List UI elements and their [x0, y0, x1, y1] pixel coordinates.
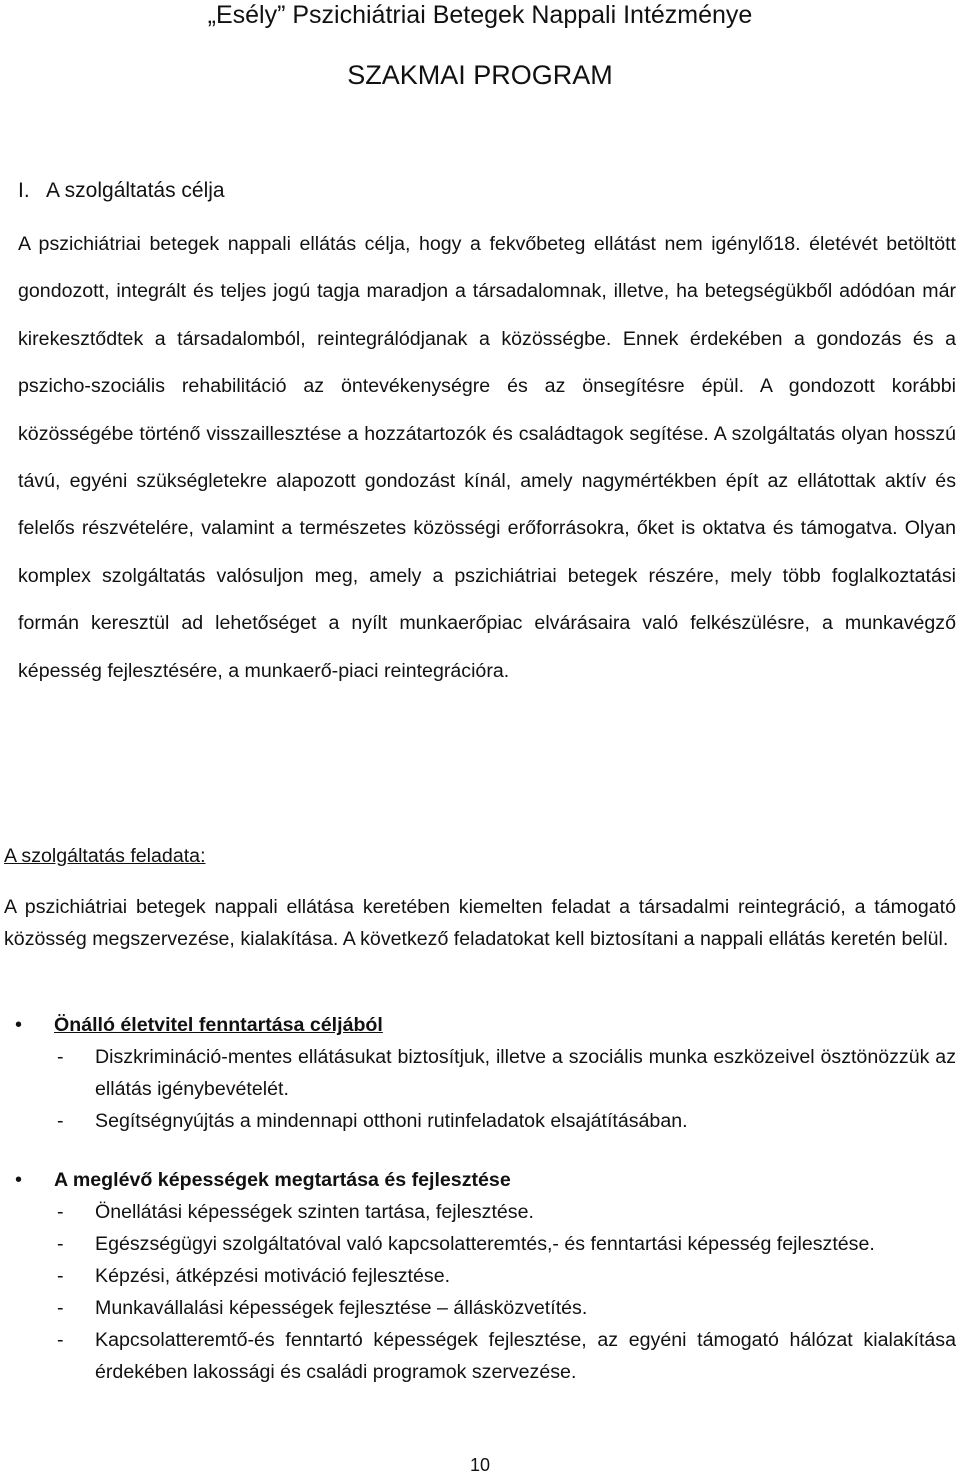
bullet-marker: • — [15, 1014, 23, 1036]
section-1-number: I. — [18, 179, 30, 202]
section-2-heading: A szolgáltatás feladata: — [4, 845, 206, 867]
sub-list-item — [0, 1228, 960, 1260]
bullet-marker: • — [15, 1169, 23, 1191]
section-1-paragraph: A pszichiátriai betegek nappali ellátás célja, hogy a fekvőbeteg ellátást nem igénylő18. életévét betöltött gondozott, integrált és teljes jogú tagja maradjon a társadalomnak, illetve, ha betegségükből adódóan már kirekesztődtek a társadalomból, reintegrálódjanak a közösségbe. Ennek érdekében a gondozás és a pszicho-szociális rehabilitáció az öntevékenységre és az önsegítésre épül. A gondozott korábbi közösségébe történő visszaillesztése a hozzátartozók és családtagok segítése. A szolgáltatás olyan hosszú távú, egyéni szükségletekre alapozott gondozást kínál, amely nagymértékben épít az ellátottak aktív és felelős részvételére, valamint a természetes közösségi erőforrásokra, őket is oktatva és támogatva. Olyan komplex szolgáltatás valósuljon meg, amely a pszichiátriai betegek részére, mely több foglalkoztatási formán keresztül ad lehetőséget a nyílt munkaerőpiac elvárásaira való felkészülésre, a munkavégző képesség fejlesztésére, a munkaerő-piaci reintegrációra. — [18, 233, 956, 682]
section-2-paragraph: A pszichiátriai betegek nappali ellátása keretében kiemelten feladat a társadalmi reintegráció, a támogató közösség megszervezése, kialakítása. A következő feladatokat kell biztosítani a nappali ellátás keretén belül. — [4, 896, 956, 950]
sub-list-item — [0, 1292, 960, 1324]
sub-list-item-text: Segítségnyújtás a mindennapi otthoni rutinfeladatok elsajátításában. — [95, 1110, 688, 1132]
dash-marker: - — [57, 1297, 64, 1319]
bullet-title: Önálló életvitel fenntartása céljából — [54, 1014, 383, 1036]
sub-list-item-text: Képzési, átképzési motiváció fejlesztése. — [95, 1265, 451, 1287]
sub-list-item-text: Kapcsolatteremtő-és fenntartó képességek fejlesztése, az egyéni támogató hálózat kialakítása érdekében lakossági és családi programok szervezése. — [95, 1329, 956, 1383]
dash-marker: - — [57, 1046, 64, 1068]
sub-list-item-text: Munkavállalási képességek fejlesztése – állásközvetítés. — [95, 1297, 588, 1319]
dash-marker: - — [57, 1201, 64, 1223]
dash-marker: - — [57, 1329, 64, 1351]
bullet-title: A meglévő képességek megtartása és fejlesztése — [54, 1169, 511, 1191]
sub-list-item — [0, 1105, 960, 1137]
sub-list-item — [0, 1324, 960, 1388]
dash-marker: - — [57, 1233, 64, 1255]
page-number: 10 — [469, 1455, 491, 1475]
sub-list-item — [0, 1196, 960, 1228]
dash-marker: - — [57, 1110, 64, 1132]
sub-list-item — [0, 1041, 960, 1105]
bullet-list-item — [0, 1009, 960, 1137]
section-1-heading — [18, 176, 225, 206]
sub-list-item-text: Önellátási képességek szinten tartása, fejlesztése. — [95, 1201, 534, 1223]
bullet-heading — [0, 1164, 960, 1196]
sub-list-item-text: Egészségügyi szolgáltatóval való kapcsolatteremtés,- és fenntartási képesség fejlesztése. — [95, 1233, 875, 1255]
bullet-list-item — [0, 1164, 960, 1388]
section-1-title: A szolgáltatás célja — [46, 179, 225, 202]
document-title: „Esély” Pszichiátriai Betegek Nappali Intézménye — [207, 1, 753, 29]
sub-list-item — [0, 1260, 960, 1292]
document-subtitle: SZAKMAI PROGRAM — [347, 60, 613, 90]
sub-list-item-text: Diszkrimináció-mentes ellátásukat biztosítjuk, illetve a szociális munka eszközeivel ösztönözzük az ellátás igénybevételét. — [95, 1046, 956, 1100]
bullet-heading — [0, 1009, 960, 1041]
dash-marker: - — [57, 1265, 64, 1287]
